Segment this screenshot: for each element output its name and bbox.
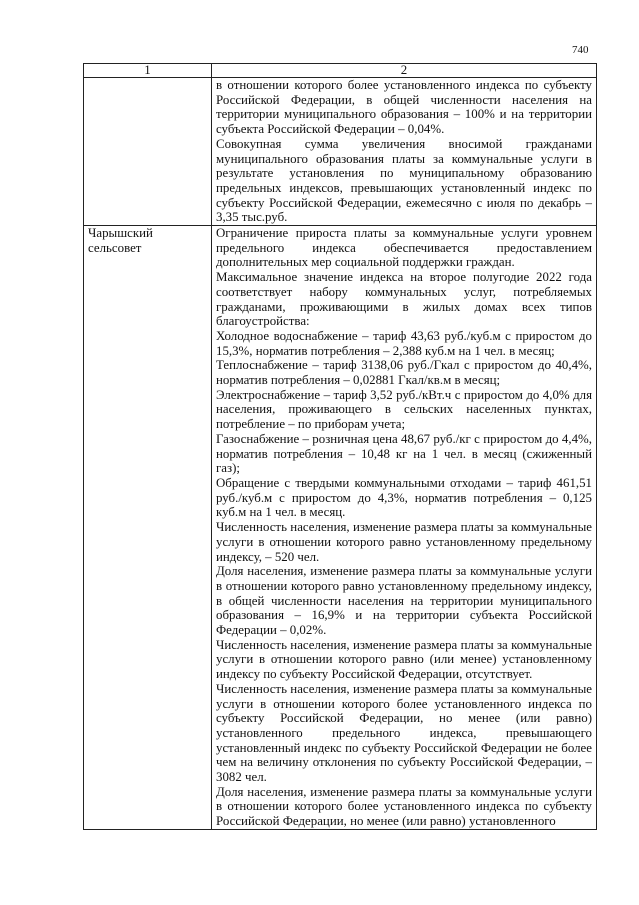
header-col-2: 2 — [212, 64, 597, 78]
paragraph: Электроснабжение – тариф 3,52 руб./кВт.ч с приростом до 4,0% для населения, проживающего в сельских населенных пунктах, потребление – по приборам учета; — [216, 387, 592, 432]
row-label: Чарышский сельсовет — [84, 226, 212, 830]
paragraph: Доля населения, изменение размера платы за коммунальные услуги в отношении которого равно установленному предельному индексу, в общей численности населения на территории муниципального образования – 16,9% и на территории субъекта Российской Федерации – 0,02%. — [216, 564, 592, 638]
paragraph: Теплоснабжение – тариф 3138,06 руб./Гкал с приростом до 40,4%, норматив потребления – 0,02881 Гкал/кв.м в месяц; — [216, 358, 592, 388]
paragraph: Холодное водоснабжение – тариф 43,63 руб./куб.м с приростом до 15,3%, норматив потребления – 2,388 куб.м на 1 чел. в месяц; — [216, 328, 592, 358]
paragraph: Ограничение прироста платы за коммунальные услуги уровнем предельного индекса обеспечивается предоставлением дополнительных мер социальной поддержки граждан. — [216, 226, 592, 270]
row-text — [212, 78, 597, 226]
paragraph: Обращение с твердыми коммунальными отходами – тариф 461,51 руб./куб.м с приростом до 4,3%, норматив потребления – 0,125 куб.м на 1 чел. в месяц. — [216, 475, 592, 520]
header-col-1: 1 — [84, 64, 212, 78]
document-table — [83, 63, 597, 830]
table-header-row — [84, 64, 597, 78]
paragraph: Доля населения, изменение размера платы за коммунальные услуги в отношении которого более установленного индекса по субъекту Российской Федерации, но менее (или равно) установленного — [216, 784, 592, 829]
paragraph: Численность населения, изменение размера платы за коммунальные услуги в отношении которого равно установленному предельному индексу, – 520 чел. — [216, 520, 592, 564]
paragraph: в отношении которого более установленного индекса по субъекту Российской Федерации, в общей численности населения на территории муниципального образования – 100% и на территории субъекта Российской Федерации – 0,04%. — [216, 78, 592, 137]
page-number: 740 — [572, 44, 589, 56]
paragraph: Численность населения, изменение размера платы за коммунальные услуги в отношении которого более установленного индекса по субъекту Российской Федерации, но менее (или равно) установленного предельного индекса, превышающего установленный индекс по субъекту Российской Федерации не более чем на величину отклонения по субъекту Российской Федерации, – 3082 чел. — [216, 681, 592, 785]
row-text — [212, 226, 597, 830]
paragraph: Максимальное значение индекса на второе полугодие 2022 года соответствует набору коммунальных услуг, потребляемых гражданами, проживающими в жилых домах всех типов благоустройства: — [216, 270, 592, 329]
paragraph: Совокупная сумма увеличения вносимой гражданами муниципального образования платы за коммунальные услуги в результате установления по муниципальному образованию предельных индексов, превышающих установленный индекс по субъекту Российской Федерации, ежемесячно с июля по декабрь – 3,35 тыс.руб. — [216, 136, 592, 225]
table-row — [84, 78, 597, 226]
table-row — [84, 226, 597, 830]
row-label — [84, 78, 212, 226]
paragraph: Численность населения, изменение размера платы за коммунальные услуги в отношении которого равно (или менее) установленному индексу по субъекту Российской Федерации, отсутствует. — [216, 637, 592, 682]
paragraph: Газоснабжение – розничная цена 48,67 руб./кг с приростом до 4,4%, норматив потребления – 10,48 кг на 1 чел. в месяц (сжиженный газ); — [216, 431, 592, 476]
